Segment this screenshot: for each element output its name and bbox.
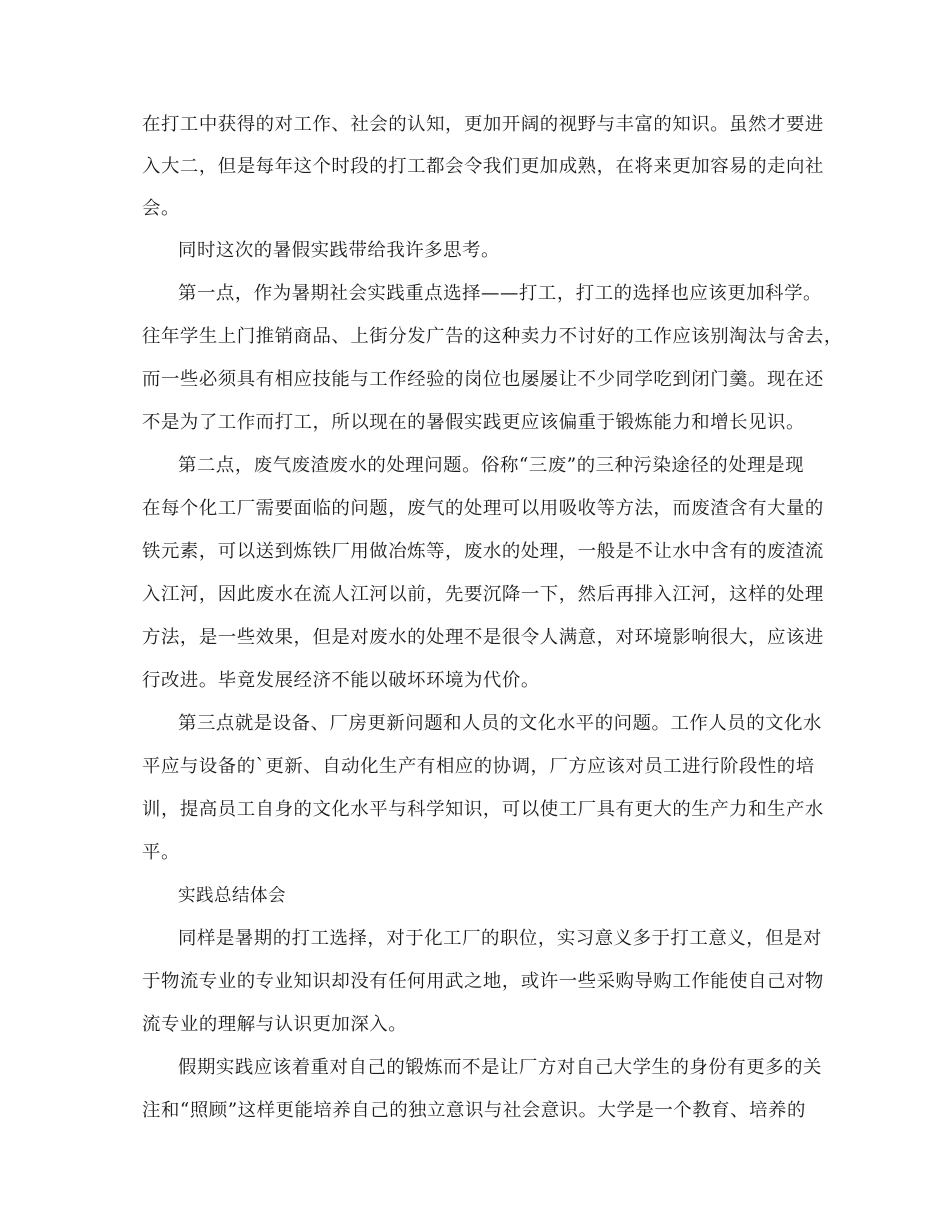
paragraph-7-line-3: 流专业的理解与认识更加深入。 xyxy=(142,1014,408,1035)
paragraph-3-line-4: 不是为了工作而打工，所以现在的暑假实践更应该偏重于锻炼能力和增长见识。 xyxy=(142,412,805,433)
paragraph-1-line-3: 会。 xyxy=(142,198,180,219)
paragraph-5-line-1: 第三点就是设备、厂房更新问题和人员的文化水平的问题。工作人员的文化水 xyxy=(178,713,822,734)
paragraph-8-line-2: 注和“照顾”这样更能培养自己的独立意识与社会意识。大学是一个教育、培养的 xyxy=(142,1100,806,1121)
paragraph-1-line-2: 入大二，但是每年这个时段的打工都会令我们更加成熟，在将来更加容易的走向社 xyxy=(142,156,824,177)
paragraph-2-line-1: 同时这次的暑假实践带给我许多思考。 xyxy=(178,240,500,261)
paragraph-7-line-1: 同样是暑期的打工选择，对于化工厂的职位，实习意义多于打工意义，但是对 xyxy=(178,928,822,949)
paragraph-7-line-2: 于物流专业的专业知识却没有任何用武之地，或许一些采购导购工作能使自己对物 xyxy=(142,971,824,992)
paragraph-3-line-2: 往年学生上门推销商品、上街分发广告的这种卖力不讨好的工作应该别淘汰与舍去， xyxy=(142,326,843,347)
paragraph-4-line-3: 铁元素，可以送到炼铁厂用做冶炼等，废水的处理，一般是不让水中含有的废渣流 xyxy=(142,541,824,562)
paragraph-3-line-3: 而一些必须具有相应技能与工作经验的岗位也屡屡让不少同学吃到闭门羹。现在还 xyxy=(142,369,824,390)
paragraph-4-line-1: 第二点，废气废渣废水的处理问题。俗称“三废”的三种污染途径的处理是现 xyxy=(178,455,805,476)
paragraph-4-line-6: 行改进。毕竟发展经济不能以破坏环境为代价。 xyxy=(142,670,540,691)
paragraph-3-line-1: 第一点，作为暑期社会实践重点选择——打工，打工的选择也应该更加科学。 xyxy=(178,283,822,304)
section-heading: 实践总结体会 xyxy=(178,886,286,906)
paragraph-4-line-2: 在每个化工厂需要面临的问题，废气的处理可以用吸收等方法，而废渣含有大量的 xyxy=(142,498,824,519)
paragraph-5-line-2: 平应与设备的`更新、自动化生产有相应的协调，厂方应该对员工进行阶段性的培 xyxy=(142,756,815,777)
paragraph-1-line-1: 在打工中获得的对工作、社会的认知，更加开阔的视野与丰富的知识。虽然才要进 xyxy=(142,114,824,135)
paragraph-5-line-3: 训，提高员工自身的文化水平与科学知识，可以使工厂具有更大的生产力和生产水 xyxy=(142,799,824,820)
paragraph-4-line-4: 入江河，因此废水在流人江河以前，先要沉降一下，然后再排入江河，这样的处理 xyxy=(142,584,824,605)
paragraph-4-line-5: 方法，是一些效果，但是对废水的处理不是很令人满意，对环境影响很大，应该进 xyxy=(142,627,824,648)
paragraph-5-line-4: 平。 xyxy=(142,842,180,863)
paragraph-8-line-1: 假期实践应该着重对自己的锻炼而不是让厂方对自己大学生的身份有更多的关 xyxy=(178,1057,822,1078)
